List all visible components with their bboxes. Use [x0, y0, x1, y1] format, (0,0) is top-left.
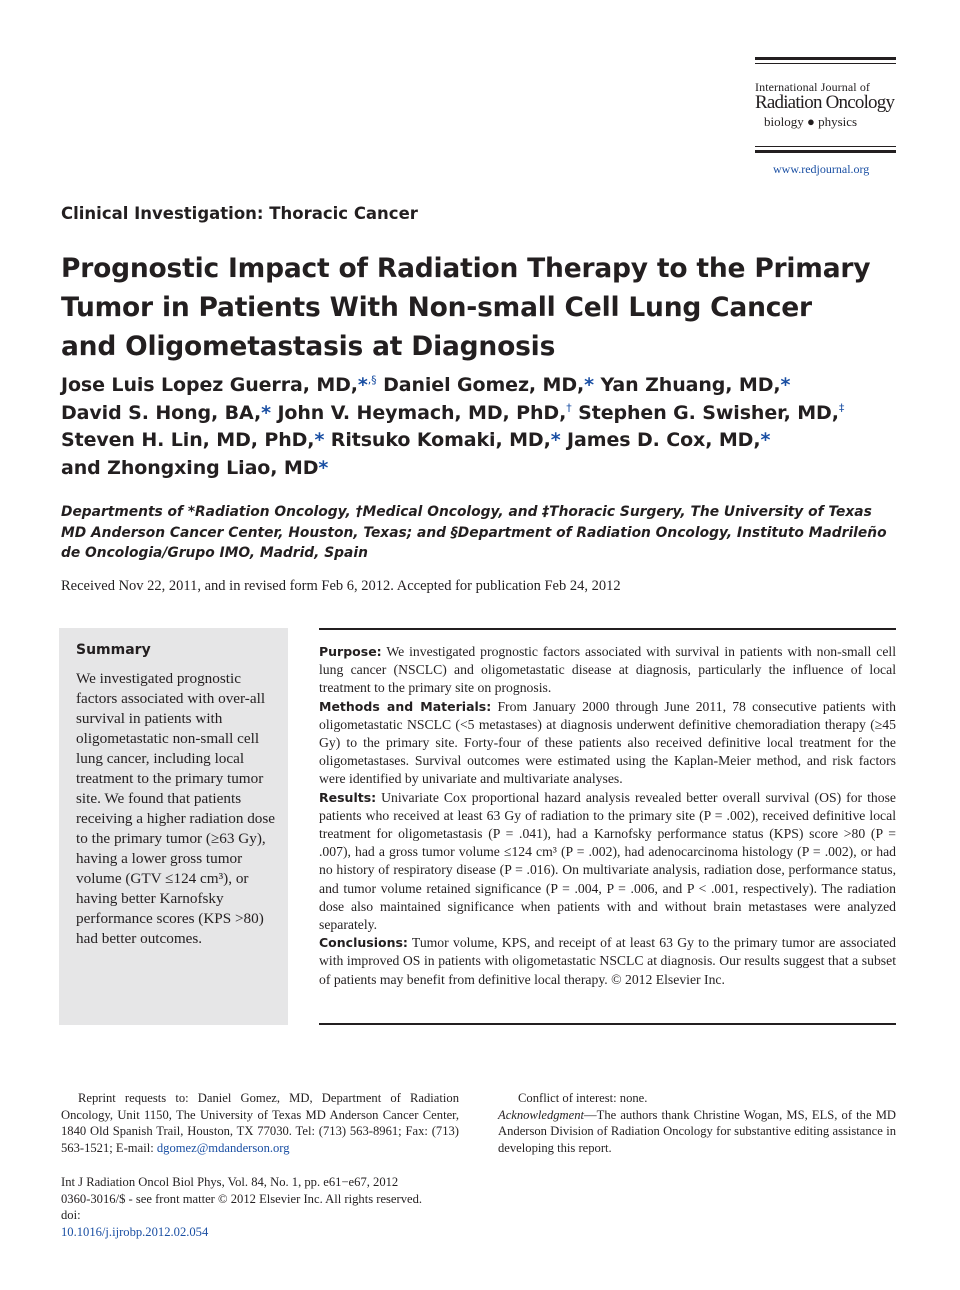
- masthead-rule-bottom-thick: [755, 150, 896, 153]
- affiliation-star[interactable]: *: [550, 429, 561, 451]
- doi-label: doi:: [61, 1208, 81, 1223]
- affiliation-star[interactable]: *: [357, 374, 368, 396]
- title-line-1: Prognostic Impact of Radiation Therapy to the Primary: [61, 253, 871, 284]
- email-link[interactable]: dgomez@mdanderson.org: [156, 1141, 290, 1156]
- issn-line: 0360-3016/$ - see front matter © 2012 Elsevier Inc. All rights reserved.: [61, 1191, 423, 1206]
- journal-name-line3: biology ● physics: [764, 114, 858, 129]
- methods-label: Methods and Materials:: [319, 698, 492, 714]
- author-line-2: [61, 400, 921, 428]
- title-line-3: and Oligometastasis at Diagnosis: [61, 331, 556, 362]
- author-name: Daniel Gomez, MD,: [376, 374, 585, 396]
- affiliation-star[interactable]: *: [760, 429, 771, 451]
- author-line-4: [61, 455, 921, 483]
- results-label: Results:: [319, 789, 377, 805]
- journal-name-line1: International Journal of: [755, 80, 871, 94]
- journal-name-line2: Radiation Oncology: [755, 92, 895, 113]
- conclusions-text: Tumor volume, KPS, and receipt of at least 63 Gy to the primary tumor are associated with improved OS in patients with oligometastatic NSCLC at diagnosis. Our results suggest that a subset of patients may benefit from definitive local therapy. © 2012 Elsevier Inc.: [319, 935, 896, 987]
- author-name: Stephen G. Swisher, MD,: [571, 401, 839, 424]
- abstract-rule-bottom: [319, 1023, 896, 1025]
- affiliations: [61, 502, 901, 564]
- abstract-methods: [319, 698, 896, 789]
- affiliation-star[interactable]: *: [584, 374, 594, 396]
- masthead-rule-thin: [755, 63, 896, 64]
- article-title: [61, 249, 921, 366]
- affiliation-star[interactable]: *: [780, 374, 791, 396]
- author-line-1: [61, 372, 921, 400]
- purpose-text: We investigated prognostic factors associated with survival in patients with non-small cell lung cancer (NSCLC) and oligometastatic disease at diagnosis, particularly the influence of local treatment to the primary site on prognosis.: [319, 644, 896, 696]
- abstract-rule-top: [319, 628, 896, 630]
- affiliation-star[interactable]: *: [261, 401, 271, 424]
- masthead-rule-top: [755, 57, 896, 60]
- title-line-2: Tumor in Patients With Non-small Cell Lung Cancer: [61, 292, 812, 323]
- affiliation-mark[interactable]: ‡: [838, 401, 845, 415]
- article-section: Clinical Investigation: Thoracic Cancer: [61, 204, 418, 223]
- author-name: Ritsuko Komaki, MD,: [324, 429, 551, 451]
- abstract-purpose: [319, 643, 896, 698]
- summary-heading: Summary: [76, 642, 151, 658]
- journal-url-link[interactable]: www.redjournal.org: [773, 162, 870, 176]
- reprint-text: Reprint requests to: Daniel Gomez, MD, Department of Radiation Oncology, Unit 1150, The University of Texas MD Anderson Cancer Center, 1840 Old Spanish Trail, Houston, TX 77030. Tel: (713) 563-8961; Fax: (713) 563-1521; E-mail:: [61, 1091, 459, 1156]
- citation-line: Int J Radiation Oncol Biol Phys, Vol. 84, No. 1, pp. e61−e67, 2012: [61, 1175, 399, 1189]
- ack-label: Acknowledgment: [498, 1107, 585, 1122]
- abstract-results: [319, 789, 896, 935]
- methods-text: From January 2000 through June 2011, 78 consecutive patients with oligometastatic NSCLC (<5 metastases) at diagnosis underwent definitive chemoradiation therapy (≥45 Gy) to the primary site. Forty-four of these patients also received definitive local treatment for the oligometastases. Survival outcomes were estimated using the Kaplan-Meier method, and risk factors were identified by univariate and multivariate analyses.: [319, 698, 897, 787]
- abstract-conclusions: [319, 934, 896, 989]
- doi-link[interactable]: 10.1016/j.ijrobp.2012.02.054: [61, 1225, 209, 1240]
- author-list: [61, 372, 921, 482]
- author-line-3: [61, 427, 921, 455]
- summary-text: We investigated prognostic factors associated with over-all survival in patients with oligometastatic non-small cell lung cancer, including local treatment to the primary tumor site. We found that patients receiving a higher radiation dose to the primary tumor (≥63 Gy), having a lower gross tumor volume (GTV ≤124 cm³), or having better Karnofsky performance scores (KPS >80) had better outcomes.: [76, 670, 276, 947]
- affiliation-mark[interactable]: †: [566, 401, 572, 415]
- abstract: [319, 643, 896, 989]
- citation-block: [61, 1174, 481, 1241]
- author-name: John V. Heymach, MD, PhD,: [270, 401, 567, 424]
- author-name: Jose Luis Lopez Guerra, MD,: [61, 374, 358, 396]
- results-text: Univariate Cox proportional hazard analysis revealed better overall survival (OS) for those patients who received at least 63 Gy of radiation to the primary site (P = .002), received definitive local treatment for oligometastasis (P = .041), had a Karnofsky performance status (KPS) score >80 (P = .007), had a gross tumor volume ≤124 cm³ (P = .002), had adenocarcinoma histology (P = .002), or had no history of respiratory disease (P = .016). On multivariate analysis, radiation dose, performance status, and tumor volume retained significance (P = .004, P = .006, and P < .001, respectively). The radiation dose also maintained significance when patients with and without brain metastases were analyzed separately.: [319, 789, 896, 933]
- affiliation-mark[interactable]: ,§: [367, 373, 377, 387]
- affiliation-star[interactable]: *: [314, 429, 325, 451]
- acknowledgment: [498, 1107, 896, 1157]
- masthead-rule-bottom: [755, 146, 896, 147]
- received-dates: Received Nov 22, 2011, and in revised form Feb 6, 2012. Accepted for publication Feb 24, 2012: [61, 578, 621, 594]
- conflict-of-interest: Conflict of interest: none.: [518, 1091, 648, 1105]
- affiliation-star[interactable]: *: [318, 456, 329, 479]
- conclusions-label: Conclusions:: [319, 935, 408, 951]
- ack-text: —The authors thank Christine Wogan, MS, ELS, of the MD Anderson Division of Radiation Oncology for substantive editing assistance in developing this report.: [498, 1107, 896, 1156]
- author-name: James D. Cox, MD,: [560, 429, 761, 451]
- author-name: and Zhongxing Liao, MD: [61, 456, 319, 479]
- purpose-label: Purpose:: [319, 644, 382, 659]
- conflict-ack: [498, 1090, 896, 1157]
- doi-line: [61, 1207, 481, 1240]
- affiliations-text: Departments of *Radiation Oncology, †Medical Oncology, and ‡Thoracic Surgery, The University of Texas MD Anderson Cancer Center, Houston, Texas; and §Department of Radiation Oncology, Instituto Madrileño de Oncologia/Grupo IMO, Madrid, Spain: [61, 504, 887, 561]
- author-name: Yan Zhuang, MD,: [594, 374, 781, 396]
- reprint-requests: [61, 1090, 459, 1157]
- author-name: David S. Hong, BA,: [61, 401, 262, 424]
- author-name: Steven H. Lin, MD, PhD,: [61, 429, 315, 451]
